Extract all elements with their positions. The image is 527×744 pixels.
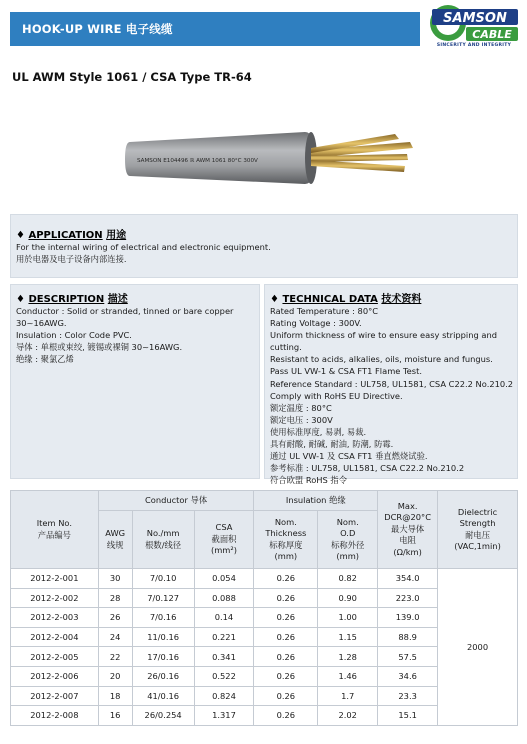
cell-thickness: 0.26 xyxy=(254,569,318,589)
logo-sub: CABLE xyxy=(472,28,512,41)
samson-cable-logo xyxy=(428,2,520,50)
cable-print-text: SAMSON E104496 ℝ AWM 1061 80°C 300V xyxy=(137,158,258,164)
col-csa: CSA 截面积 (mm²) xyxy=(194,511,254,569)
cell-csa: 0.054 xyxy=(194,569,254,589)
cell-thickness: 0.26 xyxy=(254,608,318,628)
cell-csa: 0.221 xyxy=(194,627,254,647)
cell-csa: 0.14 xyxy=(194,608,254,628)
header-title: HOOK-UP WIRE 电子线缆 xyxy=(22,22,173,36)
header-bar xyxy=(10,12,420,46)
cell-item: 2012-2-006 xyxy=(11,666,99,686)
cell-item: 2012-2-004 xyxy=(11,627,99,647)
cell-nomm: 26/0.254 xyxy=(132,706,194,726)
spec-table xyxy=(10,490,518,726)
cell-od: 1.15 xyxy=(318,627,378,647)
col-nomm: No./mm 根数/线径 xyxy=(132,511,194,569)
cell-dcr: 23.3 xyxy=(378,686,438,706)
col-conductor: Conductor 导体 xyxy=(98,491,254,511)
cell-dcr: 34.6 xyxy=(378,666,438,686)
cell-nomm: 7/0.16 xyxy=(132,608,194,628)
cell-awg: 30 xyxy=(98,569,132,589)
cell-awg: 28 xyxy=(98,588,132,608)
cell-awg: 20 xyxy=(98,666,132,686)
col-dielectric: Dielectric Strength 耐电压 (VAC,1min) xyxy=(438,491,518,569)
cell-item: 2012-2-005 xyxy=(11,647,99,667)
col-awg: AWG 线规 xyxy=(98,511,132,569)
description-heading: ♦ DESCRIPTION 描述 xyxy=(16,294,128,305)
cell-awg: 16 xyxy=(98,706,132,726)
logo-word: SAMSON xyxy=(443,11,507,26)
technical-heading: ♦ TECHNICAL DATA 技术资料 xyxy=(270,294,422,305)
cell-dcr: 57.5 xyxy=(378,647,438,667)
cell-item: 2012-2-007 xyxy=(11,686,99,706)
cell-dcr: 15.1 xyxy=(378,706,438,726)
cell-od: 1.46 xyxy=(318,666,378,686)
cell-item: 2012-2-002 xyxy=(11,588,99,608)
cell-csa: 0.522 xyxy=(194,666,254,686)
cell-dcr: 354.0 xyxy=(378,569,438,589)
cell-csa: 0.088 xyxy=(194,588,254,608)
cell-thickness: 0.26 xyxy=(254,706,318,726)
cell-dielectric: 2000 xyxy=(438,569,518,726)
cell-csa: 0.341 xyxy=(194,647,254,667)
cell-od: 1.28 xyxy=(318,647,378,667)
cell-thickness: 0.26 xyxy=(254,647,318,667)
cell-item: 2012-2-003 xyxy=(11,608,99,628)
cell-awg: 22 xyxy=(98,647,132,667)
cell-thickness: 0.26 xyxy=(254,686,318,706)
cell-od: 0.82 xyxy=(318,569,378,589)
cell-thickness: 0.26 xyxy=(254,588,318,608)
cell-nomm: 7/0.10 xyxy=(132,569,194,589)
cell-awg: 18 xyxy=(98,686,132,706)
cell-od: 2.02 xyxy=(318,706,378,726)
col-item: Item No. 产品编号 xyxy=(11,491,99,569)
cell-dcr: 223.0 xyxy=(378,588,438,608)
cell-csa: 1.317 xyxy=(194,706,254,726)
application-heading: ♦ APPLICATION 用途 xyxy=(16,230,127,241)
cell-dcr: 88.9 xyxy=(378,627,438,647)
cell-awg: 24 xyxy=(98,627,132,647)
col-od: Nom. O.D 标称外径 (mm) xyxy=(318,511,378,569)
description-text: Conductor : Solid or stranded, tinned or bare copper 30~16AWG. Insulation : Color Code PVC. 导体 : 单根或束绞, 镀锡或裸铜 30~16AWG. 绝缘 : 聚氯乙烯 xyxy=(16,306,234,365)
cell-awg: 26 xyxy=(98,608,132,628)
cell-item: 2012-2-001 xyxy=(11,569,99,589)
cable-image xyxy=(125,120,415,200)
col-thickness: Nom. Thickness 标称厚度 (mm) xyxy=(254,511,318,569)
cell-item: 2012-2-008 xyxy=(11,706,99,726)
cell-od: 1.7 xyxy=(318,686,378,706)
table-row xyxy=(11,569,518,589)
cell-od: 0.90 xyxy=(318,588,378,608)
cell-nomm: 41/0.16 xyxy=(132,686,194,706)
cell-nomm: 26/0.16 xyxy=(132,666,194,686)
logo-tagline: SINCERITY AND INTEGRITY xyxy=(436,43,512,48)
application-text: For the internal wiring of electrical and electronic equipment. 用於电器及电子设备内部连接. xyxy=(16,242,271,265)
cell-csa: 0.824 xyxy=(194,686,254,706)
cell-nomm: 17/0.16 xyxy=(132,647,194,667)
cell-nomm: 11/0.16 xyxy=(132,627,194,647)
cell-od: 1.00 xyxy=(318,608,378,628)
technical-text: Rated Temperature : 80°C Rating Voltage : 300V. Uniform thickness of wire to ensure easy stripping and cutting. Resistant to acids, alkalies, oils, moisture and fungus. Pass UL VW-1 & CSA FT1 Flame Test. Reference Standard : UL758, UL1581, CSA C22.2 No.210.2 Comply with RoHS EU Directive. 额定温度 : 80°C 额定电压 : 300V 使用标准厚度, 易剥, 易裁. 具有耐酸, 耐碱, 耐油, 防潮, 防霉. 通过 UL VW-1 及 CSA FT1 垂直燃烧试验. 参考标准 : UL758, UL1581, CSA C22.2 No.210.2 符合欧盟 RoHS 指令 xyxy=(270,306,514,486)
col-dcr: Max. DCR@20°C 最大导体 电阻 (Ω/km) xyxy=(378,491,438,569)
cell-nomm: 7/0.127 xyxy=(132,588,194,608)
cell-thickness: 0.26 xyxy=(254,627,318,647)
cell-thickness: 0.26 xyxy=(254,666,318,686)
product-title: UL AWM Style 1061 / CSA Type TR-64 xyxy=(12,70,252,84)
cell-dcr: 139.0 xyxy=(378,608,438,628)
col-insulation: Insulation 绝缘 xyxy=(254,491,378,511)
